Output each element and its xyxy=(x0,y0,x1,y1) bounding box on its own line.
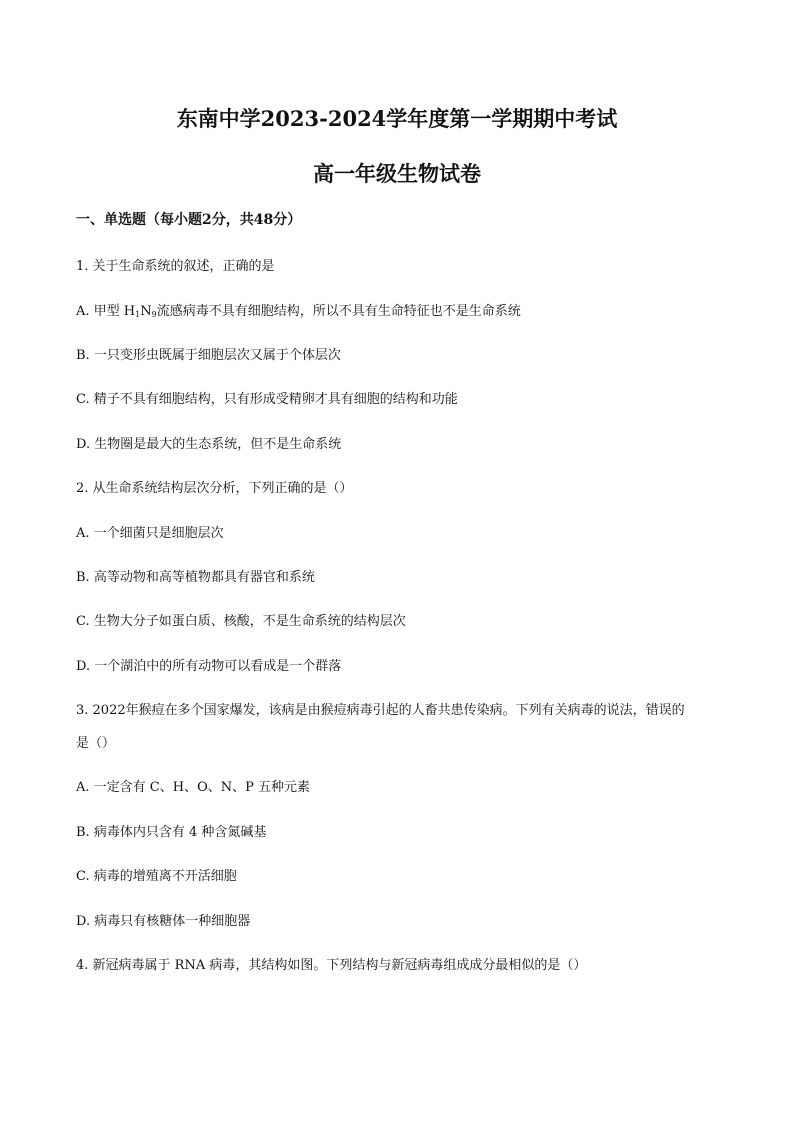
question-1-option-d: D. 生物圈是最大的生态系统，但不是生命系统 xyxy=(76,437,342,452)
question-2-option-a: A. 一个细菌只是细胞层次 xyxy=(76,526,224,541)
question-1-stem: 1. 关于生命系统的叙述，正确的是 xyxy=(76,259,275,274)
question-1-option-c: C. 精子不具有细胞结构，只有形成受精卵才具有细胞的结构和功能 xyxy=(76,392,458,407)
exam-subtitle: 高一年级生物试卷 xyxy=(313,161,481,186)
question-3-option-b: B. 病毒体内只含有 4 种含氮碱基 xyxy=(76,825,267,840)
question-2-option-c: C. 生物大分子如蛋白质、核酸，不是生命系统的结构层次 xyxy=(76,614,406,629)
exam-title: 东南中学2023-2024学年度第一学期期中考试 xyxy=(176,106,618,131)
section-heading: 一、单选题（每小题2分，共48分） xyxy=(76,212,302,228)
question-1-option-a xyxy=(76,305,521,318)
question-2-option-b: B. 高等动物和高等植物都具有器官和系统 xyxy=(76,570,315,585)
subscript-9: 9 xyxy=(151,310,157,319)
question-4-stem: 4. 新冠病毒属于 RNA 病毒，其结构如图。下列结构与新冠病毒组成成分最相似的是（） xyxy=(76,958,587,973)
subscript-1: 1 xyxy=(135,310,141,319)
question-2-option-d: D. 一个湖泊中的所有动物可以看成是一个群落 xyxy=(76,659,342,674)
question-3-stem-line-1: 3. 2022年猴痘在多个国家爆发，该病是由猴痘病毒引起的人畜共患传染病。下列有关病毒的说法，错误的 xyxy=(76,703,685,718)
question-3-option-c: C. 病毒的增殖离不开活细胞 xyxy=(76,869,237,884)
option-a-suffix: 流感病毒不具有细胞结构，所以不具有生命特征也不是生命系统 xyxy=(156,304,521,319)
question-3-option-d: D. 病毒只有核糖体一种细胞器 xyxy=(76,914,251,929)
question-1-option-b: B. 一只变形虫既属于细胞层次又属于个体层次 xyxy=(76,348,341,363)
question-3-stem-line-2: 是（） xyxy=(76,736,116,751)
question-2-stem: 2. 从生命系统结构层次分析，下列正确的是（） xyxy=(76,481,353,496)
option-a-mid: N xyxy=(140,304,152,319)
option-a-prefix: A. 甲型 H xyxy=(76,304,136,319)
question-3-option-a: A. 一定含有 C、H、O、N、P 五种元素 xyxy=(76,780,310,795)
